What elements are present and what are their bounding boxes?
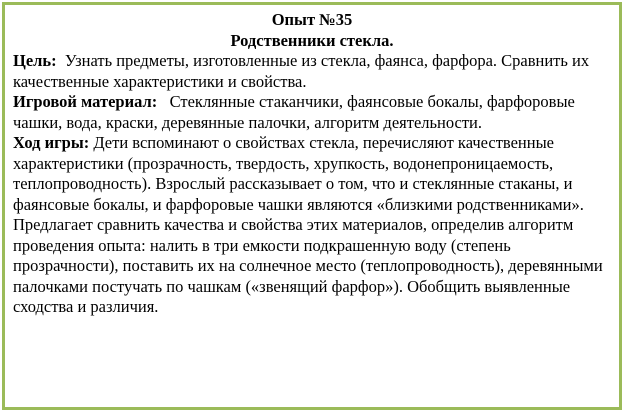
game-label: Ход игры: bbox=[13, 133, 90, 152]
goal-paragraph bbox=[13, 51, 611, 92]
experiment-card bbox=[2, 2, 622, 410]
material-paragraph bbox=[13, 92, 611, 133]
experiment-title: Родственники стекла. bbox=[230, 30, 394, 50]
goal-text: Узнать предметы, изготовленные из стекла, фаянса, фарфора. Сравнить их качественные характеристики и свойства. bbox=[13, 51, 590, 91]
game-paragraph bbox=[13, 133, 611, 318]
game-text: Дети вспоминают о свойствах стекла, перечисляют качественные характеристики (прозрачность, твердость, хрупкость, водонепроницаемость, теплопроводность). Взрослый рассказывает о том, что и стеклянные стаканы, и фаянсовые бокалы, и фарфоровые чашки являются «близкими родственниками». Предлагает сравнить качества и свойства этих материалов, определив алгоритм проведения опыта: налить в три емкости подкрашенную воду (степень прозрачности), поставить их на солнечное место (теплопроводность), деревянными палочками постучать по чашкам («звенящий фарфор»). Обобщить выявленные сходства и различия. bbox=[13, 133, 603, 316]
goal-label: Цель: bbox=[13, 51, 57, 70]
material-text: Стеклянные стаканчики, фаянсовые бокалы, фарфоровые чашки, вода, краски, деревянные палочки, алгоритм деятельности. bbox=[13, 92, 575, 132]
material-label: Игровой материал: bbox=[13, 92, 158, 111]
experiment-number: Опыт №35 bbox=[271, 10, 353, 29]
